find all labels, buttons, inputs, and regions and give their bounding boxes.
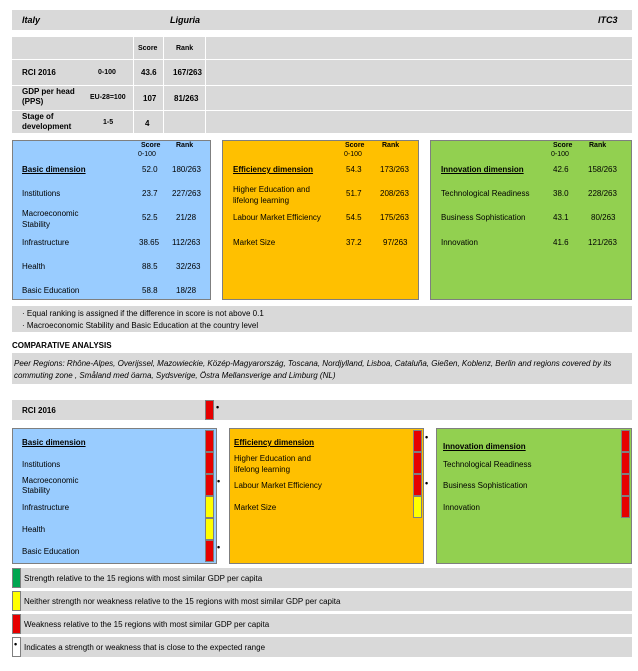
basic-item-rank: 21/28 bbox=[176, 213, 197, 222]
efficiency-col-rank: Rank bbox=[382, 142, 400, 149]
comp-basic-close-dot: • bbox=[217, 476, 221, 486]
comp-efficiency-indicator bbox=[413, 496, 422, 518]
comp-efficiency-close-dot: • bbox=[425, 478, 429, 488]
summary-row-score: 4 bbox=[145, 119, 150, 128]
comparative-title: COMPARATIVE ANALYSIS bbox=[12, 341, 112, 350]
note-country-level: · Macroeconomic Stability and Basic Education at the country level bbox=[22, 321, 259, 330]
comp-innovation-item: Technological Readiness bbox=[443, 460, 532, 469]
rci-indicator bbox=[205, 400, 214, 420]
innovation-item-score: 38.0 bbox=[553, 189, 569, 198]
basic-item-score: 52.5 bbox=[142, 213, 158, 222]
comp-basic-item: Basic Education bbox=[22, 547, 80, 556]
comp-basic-indicator bbox=[205, 430, 214, 452]
rci-row bbox=[12, 400, 632, 420]
basic-item-rank: 112/263 bbox=[172, 238, 201, 247]
summary-row-range: 1-5 bbox=[103, 119, 114, 126]
basic-item-rank: 18/28 bbox=[176, 286, 197, 295]
comp-basic-item: Macroeconomic Stability bbox=[22, 476, 79, 495]
legend-weakness-text: Weakness relative to the 15 regions with most similar GDP per capita bbox=[24, 620, 270, 629]
basic-col-score: Score bbox=[141, 142, 161, 149]
efficiency-item-rank: 208/263 bbox=[380, 189, 409, 198]
innovation-dimension-score: 42.6 bbox=[553, 165, 569, 174]
summary-row-label: RCI 2016 bbox=[22, 68, 56, 77]
innovation-item-label: Innovation bbox=[441, 238, 478, 247]
comp-basic-title: Basic dimension bbox=[22, 438, 86, 447]
region-code: ITC3 bbox=[598, 15, 618, 25]
summary-row-score: 107 bbox=[143, 94, 157, 103]
efficiency-item-label: Labour Market Efficiency bbox=[233, 213, 321, 222]
summary-col-score: Score bbox=[138, 45, 158, 52]
comp-innovation-indicator bbox=[621, 496, 630, 518]
legend-neutral-swatch bbox=[12, 591, 21, 611]
basic-item-label: Institutions bbox=[22, 189, 61, 198]
innovation-col-rank: Rank bbox=[589, 142, 607, 149]
summary-row-range: EU-28=100 bbox=[90, 94, 126, 101]
efficiency-item-label: Market Size bbox=[233, 238, 276, 247]
comp-basic-item: Institutions bbox=[22, 460, 61, 469]
basic-item-rank: 32/263 bbox=[176, 262, 201, 271]
summary-row-rank: 81/263 bbox=[174, 94, 199, 103]
efficiency-scale: 0-100 bbox=[344, 151, 362, 158]
comp-basic-indicator bbox=[205, 452, 214, 474]
comp-innovation-indicator bbox=[621, 452, 630, 474]
basic-dimension-score: 52.0 bbox=[142, 165, 158, 174]
basic-item-label: Health bbox=[22, 262, 46, 271]
summary-row-label: Stage of development bbox=[22, 112, 72, 131]
efficiency-dimension-rank: 173/263 bbox=[380, 165, 409, 174]
comp-efficiency-item: Higher Education and lifelong learning bbox=[234, 454, 311, 474]
comparative-efficiency-box bbox=[229, 428, 424, 564]
basic-dimension-rank: 180/263 bbox=[172, 165, 201, 174]
summary-row-label: GDP per head (PPS) bbox=[22, 87, 75, 106]
innovation-item-score: 43.1 bbox=[553, 213, 569, 222]
basic-col-rank: Rank bbox=[176, 142, 194, 149]
efficiency-item-label: Higher Education and lifelong learning bbox=[233, 185, 310, 205]
innovation-col-score: Score bbox=[553, 142, 573, 149]
basic-item-score: 38.65 bbox=[139, 238, 160, 247]
summary-row-rank: 167/263 bbox=[173, 68, 202, 77]
summary-col-rank: Rank bbox=[176, 45, 194, 52]
comp-basic-close-dot: • bbox=[217, 542, 221, 552]
basic-item-score: 88.5 bbox=[142, 262, 158, 271]
efficiency-item-rank: 175/263 bbox=[380, 213, 409, 222]
comp-efficiency-item: Market Size bbox=[234, 503, 277, 512]
innovation-item-rank: 228/263 bbox=[588, 189, 617, 198]
comp-basic-item: Health bbox=[22, 525, 46, 534]
innovation-item-label: Technological Readiness bbox=[441, 189, 530, 198]
comp-efficiency-indicator bbox=[413, 452, 422, 474]
basic-item-label: Basic Education bbox=[22, 286, 80, 295]
summary-row-score: 43.6 bbox=[141, 68, 157, 77]
header-bar bbox=[12, 10, 632, 30]
comp-efficiency-close-dot: • bbox=[425, 432, 429, 442]
comp-innovation-title: Innovation dimension bbox=[443, 442, 526, 451]
basic-scale: 0-100 bbox=[138, 151, 156, 158]
comp-innovation-indicator bbox=[621, 430, 630, 452]
rci-close-dot: • bbox=[216, 402, 220, 412]
efficiency-item-rank: 97/263 bbox=[383, 238, 408, 247]
rci-label: RCI 2016 bbox=[22, 406, 56, 415]
efficiency-item-score: 54.5 bbox=[346, 213, 362, 222]
comp-efficiency-indicator bbox=[413, 430, 422, 452]
legend-dot-symbol: • bbox=[14, 639, 18, 649]
innovation-dimension-title: Innovation dimension bbox=[441, 165, 524, 174]
note-equal-ranking: · Equal ranking is assigned if the difference in score is not above 0.1 bbox=[22, 309, 264, 318]
country-name: Italy bbox=[22, 15, 41, 25]
legend-weakness-swatch bbox=[12, 614, 21, 634]
basic-item-score: 58.8 bbox=[142, 286, 158, 295]
legend-strength-text: Strength relative to the 15 regions with most similar GDP per capita bbox=[24, 574, 263, 583]
comp-basic-indicator bbox=[205, 518, 214, 540]
efficiency-item-score: 37.2 bbox=[346, 238, 362, 247]
innovation-item-rank: 121/263 bbox=[588, 238, 617, 247]
comp-basic-indicator bbox=[205, 496, 214, 518]
comp-innovation-item: Business Sophistication bbox=[443, 481, 528, 490]
efficiency-col-score: Score bbox=[345, 142, 365, 149]
comp-innovation-indicator bbox=[621, 474, 630, 496]
basic-item-label: Infrastructure bbox=[22, 238, 70, 247]
peer-regions-text: Peer Regions: Rhône-Alpes, Overijssel, Mazowieckie, Közép-Magyarország, Toscana, Nordjylland, Lisboa, Cataluña, Gießen, Koblenz, Berlin and regions covered by its commuting zone , Småland med öarna, Sydsverige, Östra Mellansverige and Limburg (NL) bbox=[14, 359, 612, 380]
comp-innovation-item: Innovation bbox=[443, 503, 480, 512]
summary-row-range: 0-100 bbox=[98, 69, 116, 76]
basic-item-rank: 227/263 bbox=[172, 189, 201, 198]
legend-dot-text: Indicates a strength or weakness that is close to the expected range bbox=[24, 643, 266, 652]
efficiency-dimension-title: Efficiency dimension bbox=[233, 165, 314, 174]
comparative-basic-box bbox=[12, 428, 217, 564]
efficiency-dimension-score: 54.3 bbox=[346, 165, 362, 174]
comp-basic-item: Infrastructure bbox=[22, 503, 70, 512]
basic-dimension-title: Basic dimension bbox=[22, 165, 86, 174]
legend-strength-swatch bbox=[12, 568, 21, 588]
comp-efficiency-title: Efficiency dimension bbox=[234, 438, 315, 447]
basic-item-label: Macroeconomic Stability bbox=[22, 209, 79, 229]
comp-basic-indicator bbox=[205, 474, 214, 496]
comp-efficiency-item: Labour Market Efficiency bbox=[234, 481, 322, 490]
innovation-scale: 0-100 bbox=[551, 151, 569, 158]
innovation-item-score: 41.6 bbox=[553, 238, 569, 247]
region-name: Liguria bbox=[170, 15, 201, 25]
comp-basic-indicator bbox=[205, 540, 214, 562]
comp-efficiency-indicator bbox=[413, 474, 422, 496]
innovation-dimension-rank: 158/263 bbox=[588, 165, 617, 174]
basic-item-score: 23.7 bbox=[142, 189, 158, 198]
innovation-item-rank: 80/263 bbox=[591, 213, 616, 222]
efficiency-item-score: 51.7 bbox=[346, 189, 362, 198]
legend-neutral-text: Neither strength nor weakness relative to the 15 regions with most similar GDP per capita bbox=[24, 597, 341, 606]
innovation-item-label: Business Sophistication bbox=[441, 213, 526, 222]
